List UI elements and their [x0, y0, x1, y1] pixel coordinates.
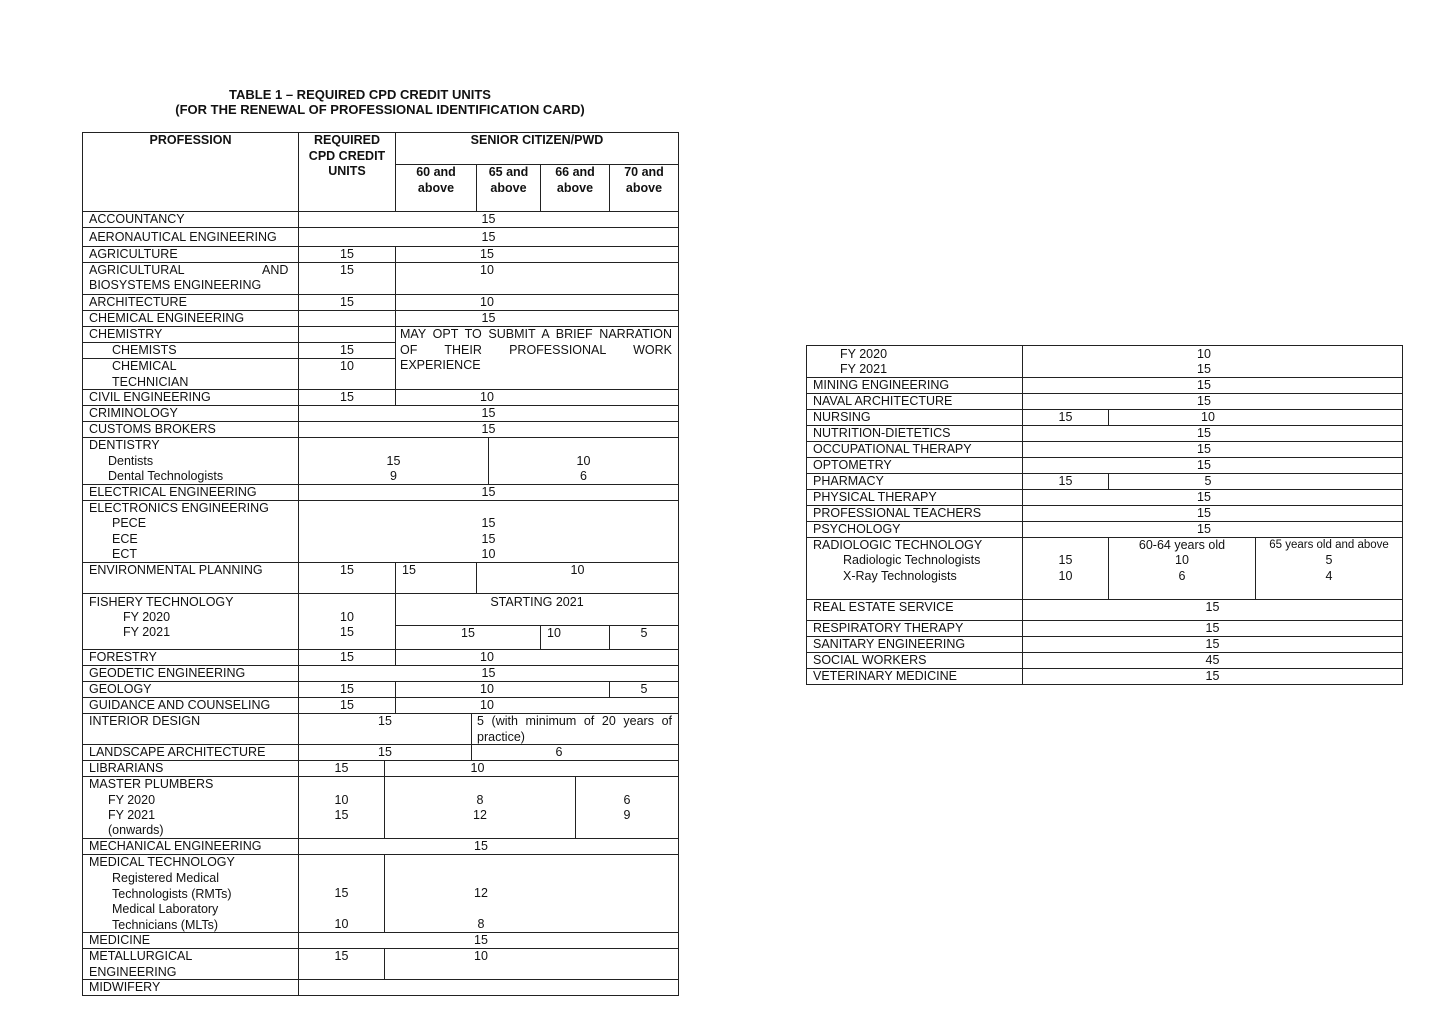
required-forestry: 15: [340, 650, 354, 664]
profession-civil: CIVIL ENGINEERING: [89, 390, 211, 404]
table-subtitle: (FOR THE RENEWAL OF PROFESSIONAL IDENTIFICATION CARD): [175, 102, 585, 117]
senior-geology: 10: [480, 682, 494, 696]
value-psychology: 15: [1197, 522, 1211, 536]
required-mlts: 10: [334, 917, 349, 931]
senior-fishery-70: 5: [640, 626, 648, 640]
profession-interior-design: INTERIOR DESIGN: [89, 714, 201, 728]
profession-veterinary: VETERINARY MEDICINE: [813, 669, 958, 683]
senior-landscape: 6: [555, 745, 563, 759]
value-mining: 15: [1197, 378, 1211, 392]
profession-teachers: PROFESSIONAL TEACHERS: [813, 506, 982, 520]
senior65-radiologic-technologists: 5: [1325, 553, 1333, 567]
profession-right-fy2020: FY 2020: [840, 347, 888, 361]
senior65-xray-technologists: 4: [1325, 569, 1333, 583]
profession-agricultural-and: AND: [262, 263, 289, 277]
senior-plumbers-fy2021: 12: [473, 808, 487, 822]
required-geology: 15: [340, 682, 354, 696]
senior65-environmental-planning: 10: [570, 563, 585, 577]
profession-occupational: OCCUPATIONAL THERAPY: [813, 442, 972, 456]
senior60-environmental-planning: 15: [402, 563, 416, 577]
profession-social-workers: SOCIAL WORKERS: [813, 653, 927, 667]
value-chemical-engineering: 15: [481, 311, 496, 325]
value-ece: 15: [481, 532, 496, 546]
value-customs: 15: [481, 422, 496, 436]
required-chemical-technician: 10: [340, 359, 354, 373]
required-interior-design: 15: [378, 714, 392, 728]
value-geodetic: 15: [481, 666, 496, 680]
profession-mining: MINING ENGINEERING: [813, 378, 950, 392]
profession-pece: PECE: [112, 516, 147, 530]
header-required-units: REQUIRED CPD CREDIT UNITS: [308, 133, 386, 178]
profession-rmts: Registered Medical Technologists (RMTs): [112, 871, 232, 901]
profession-plumbers-onwards: (onwards): [108, 823, 164, 837]
profession-chemical-technician: CHEMICAL TECHNICIAN: [112, 359, 189, 389]
senior-agriculture: 15: [480, 247, 494, 261]
senior70-plumbers-fy2021: 9: [623, 808, 631, 822]
required-agricultural-bio: 15: [340, 263, 354, 277]
value-naval: 15: [1197, 394, 1211, 408]
value-physical-therapy: 15: [1197, 490, 1211, 504]
value-ect: 10: [481, 547, 496, 561]
value-social-workers: 45: [1205, 653, 1220, 667]
required-xray-technologists: 10: [1058, 569, 1073, 583]
value-right-fy2021: 15: [1197, 362, 1211, 376]
senior-forestry: 10: [480, 650, 494, 664]
senior-chemistry-narration: MAY OPT TO SUBMIT A BRIEF NARRATION OF THEIR PROFESSIONAL WORK EXPERIENCE: [400, 327, 672, 372]
profession-real-estate: REAL ESTATE SERVICE: [813, 600, 954, 614]
value-right-fy2020: 10: [1197, 347, 1211, 361]
senior60-radiologic-technologists: 10: [1175, 553, 1189, 567]
senior70-geology: 5: [640, 682, 648, 696]
senior-librarians: 10: [470, 761, 485, 775]
value-pece: 15: [481, 516, 496, 530]
value-real-estate: 15: [1205, 600, 1220, 614]
profession-plumbers-fy2021: FY 2021: [108, 808, 156, 822]
profession-right-fy2021: FY 2021: [840, 362, 888, 376]
profession-midwifery: MIDWIFERY: [89, 980, 161, 994]
profession-psychology: PSYCHOLOGY: [813, 522, 901, 536]
senior70-plumbers-fy2020: 6: [623, 793, 631, 807]
senior-dental-technologists: 6: [580, 469, 587, 483]
required-architecture: 15: [340, 295, 354, 309]
required-civil: 15: [340, 390, 354, 404]
profession-chemistry: CHEMISTRY: [89, 327, 163, 341]
profession-agricultural: AGRICULTURAL: [89, 263, 185, 277]
required-dental-technologists: 9: [390, 469, 397, 483]
profession-librarians: LIBRARIANS: [89, 761, 164, 775]
value-nutrition: 15: [1197, 426, 1211, 440]
required-fishery-fy2021: 15: [340, 625, 354, 639]
profession-fishery-fy2021: FY 2021: [123, 625, 171, 639]
senior-guidance: 10: [480, 698, 494, 712]
header-60-64-years: 60-64 years old: [1138, 538, 1226, 552]
required-metallurgical: 15: [334, 949, 349, 963]
profession-chemical-engineering: CHEMICAL ENGINEERING: [89, 311, 245, 325]
senior-interior-design: 5 (with minimum of 20 years of practice): [477, 714, 672, 744]
value-medicine: 15: [474, 933, 488, 947]
profession-ect: ECT: [112, 547, 137, 561]
value-respiratory: 15: [1205, 621, 1220, 635]
profession-criminology: CRIMINOLOGY: [89, 406, 178, 420]
value-criminology: 15: [481, 406, 496, 420]
value-teachers: 15: [1197, 506, 1211, 520]
profession-naval: NAVAL ARCHITECTURE: [813, 394, 953, 408]
value-mechanical: 15: [474, 839, 488, 853]
value-occupational: 15: [1197, 442, 1211, 456]
profession-metallurgical: METALLURGICAL ENGINEERING: [89, 949, 193, 979]
header-66-above: 66 and above: [555, 165, 595, 195]
profession-dentistry: DENTISTRY: [89, 438, 160, 452]
required-fishery-fy2020: 10: [340, 610, 354, 624]
profession-dental-technologists: Dental Technologists: [108, 469, 224, 483]
profession-environmental-planning: ENVIRONMENTAL PLANNING: [89, 563, 263, 577]
value-accountancy: 15: [481, 212, 496, 226]
profession-dentists: Dentists: [108, 454, 154, 468]
required-dentists: 15: [386, 454, 401, 468]
senior-dentists: 10: [576, 454, 591, 468]
required-environmental-planning: 15: [340, 563, 354, 577]
senior-fishery-60-65: 15: [461, 626, 475, 640]
profession-mechanical: MECHANICAL ENGINEERING: [89, 839, 262, 853]
profession-respiratory: RESPIRATORY THERAPY: [813, 621, 964, 635]
profession-xray-technologists: X-Ray Technologists: [843, 569, 957, 583]
senior-nursing: 10: [1201, 410, 1215, 424]
profession-aeronautical: AERONAUTICAL ENGINEERING: [89, 230, 277, 244]
profession-master-plumbers: MASTER PLUMBERS: [89, 777, 214, 791]
profession-radiologic: RADIOLOGIC TECHNOLOGY: [813, 538, 983, 552]
profession-forestry: FORESTRY: [89, 650, 157, 664]
required-librarians: 15: [334, 761, 349, 775]
profession-plumbers-fy2020: FY 2020: [108, 793, 156, 807]
profession-physical-therapy: PHYSICAL THERAPY: [813, 490, 937, 504]
profession-guidance: GUIDANCE AND COUNSELING: [89, 698, 271, 712]
senior-plumbers-fy2020: 8: [476, 793, 484, 807]
profession-landscape: LANDSCAPE ARCHITECTURE: [89, 745, 266, 759]
profession-optometry: OPTOMETRY: [813, 458, 892, 472]
value-veterinary: 15: [1205, 669, 1220, 683]
profession-agriculture: AGRICULTURE: [89, 247, 178, 261]
senior60-xray-technologists: 6: [1178, 569, 1186, 583]
senior-rmts: 12: [474, 886, 488, 900]
header-70-above: 70 and above: [624, 165, 664, 195]
profession-sanitary: SANITARY ENGINEERING: [813, 637, 966, 651]
profession-geodetic: GEODETIC ENGINEERING: [89, 666, 246, 680]
value-aeronautical: 15: [481, 230, 496, 244]
required-landscape: 15: [378, 745, 392, 759]
senior-architecture: 10: [480, 295, 494, 309]
senior-pharmacy: 5: [1204, 474, 1212, 488]
senior-fishery-starting: STARTING 2021: [490, 595, 584, 609]
senior-agricultural-bio: 10: [480, 263, 494, 277]
required-agriculture: 15: [340, 247, 354, 261]
profession-biosystems: BIOSYSTEMS ENGINEERING: [89, 278, 262, 292]
table-title: TABLE 1 – REQUIRED CPD CREDIT UNITS: [229, 87, 491, 102]
senior-civil: 10: [480, 390, 494, 404]
required-plumbers-fy2021: 15: [334, 808, 349, 822]
header-profession: PROFESSION: [149, 133, 232, 147]
header-65-above: 65 and above: [488, 165, 529, 195]
header-senior-pwd: SENIOR CITIZEN/PWD: [470, 133, 604, 147]
profession-ece: ECE: [112, 532, 138, 546]
required-guidance: 15: [340, 698, 354, 712]
profession-nutrition: NUTRITION-DIETETICS: [813, 426, 951, 440]
profession-medicine: MEDICINE: [89, 933, 151, 947]
value-sanitary: 15: [1205, 637, 1220, 651]
profession-electrical: ELECTRICAL ENGINEERING: [89, 485, 257, 499]
profession-nursing: NURSING: [813, 410, 871, 424]
required-radiologic-technologists: 15: [1058, 553, 1073, 567]
profession-chemists: CHEMISTS: [112, 343, 177, 357]
required-nursing: 15: [1058, 410, 1073, 424]
profession-geology: GEOLOGY: [89, 682, 152, 696]
profession-electronics: ELECTRONICS ENGINEERING: [89, 501, 269, 515]
value-electrical: 15: [481, 485, 496, 499]
header-60-above: 60 and above: [416, 165, 456, 195]
profession-pharmacy: PHARMACY: [813, 474, 884, 488]
profession-architecture: ARCHITECTURE: [89, 295, 187, 309]
profession-fishery: FISHERY TECHNOLOGY: [89, 595, 234, 609]
profession-customs: CUSTOMS BROKERS: [89, 422, 216, 436]
required-chemists: 15: [340, 343, 354, 357]
profession-fishery-fy2020: FY 2020: [123, 610, 171, 624]
value-optometry: 15: [1197, 458, 1211, 472]
required-plumbers-fy2020: 10: [334, 793, 349, 807]
senior-metallurgical: 10: [474, 949, 488, 963]
profession-medical-technology: MEDICAL TECHNOLOGY: [89, 855, 235, 869]
header-65-years-above: 65 years old and above: [1269, 539, 1389, 551]
senior-mlts: 8: [477, 917, 485, 931]
senior-fishery-66: 10: [547, 626, 561, 640]
required-pharmacy: 15: [1058, 474, 1073, 488]
profession-radiologic-technologists: Radiologic Technologists: [843, 553, 981, 567]
profession-accountancy: ACCOUNTANCY: [89, 212, 185, 226]
profession-mlts: Medical Laboratory Technicians (MLTs): [112, 902, 219, 932]
required-rmts: 15: [334, 886, 349, 900]
